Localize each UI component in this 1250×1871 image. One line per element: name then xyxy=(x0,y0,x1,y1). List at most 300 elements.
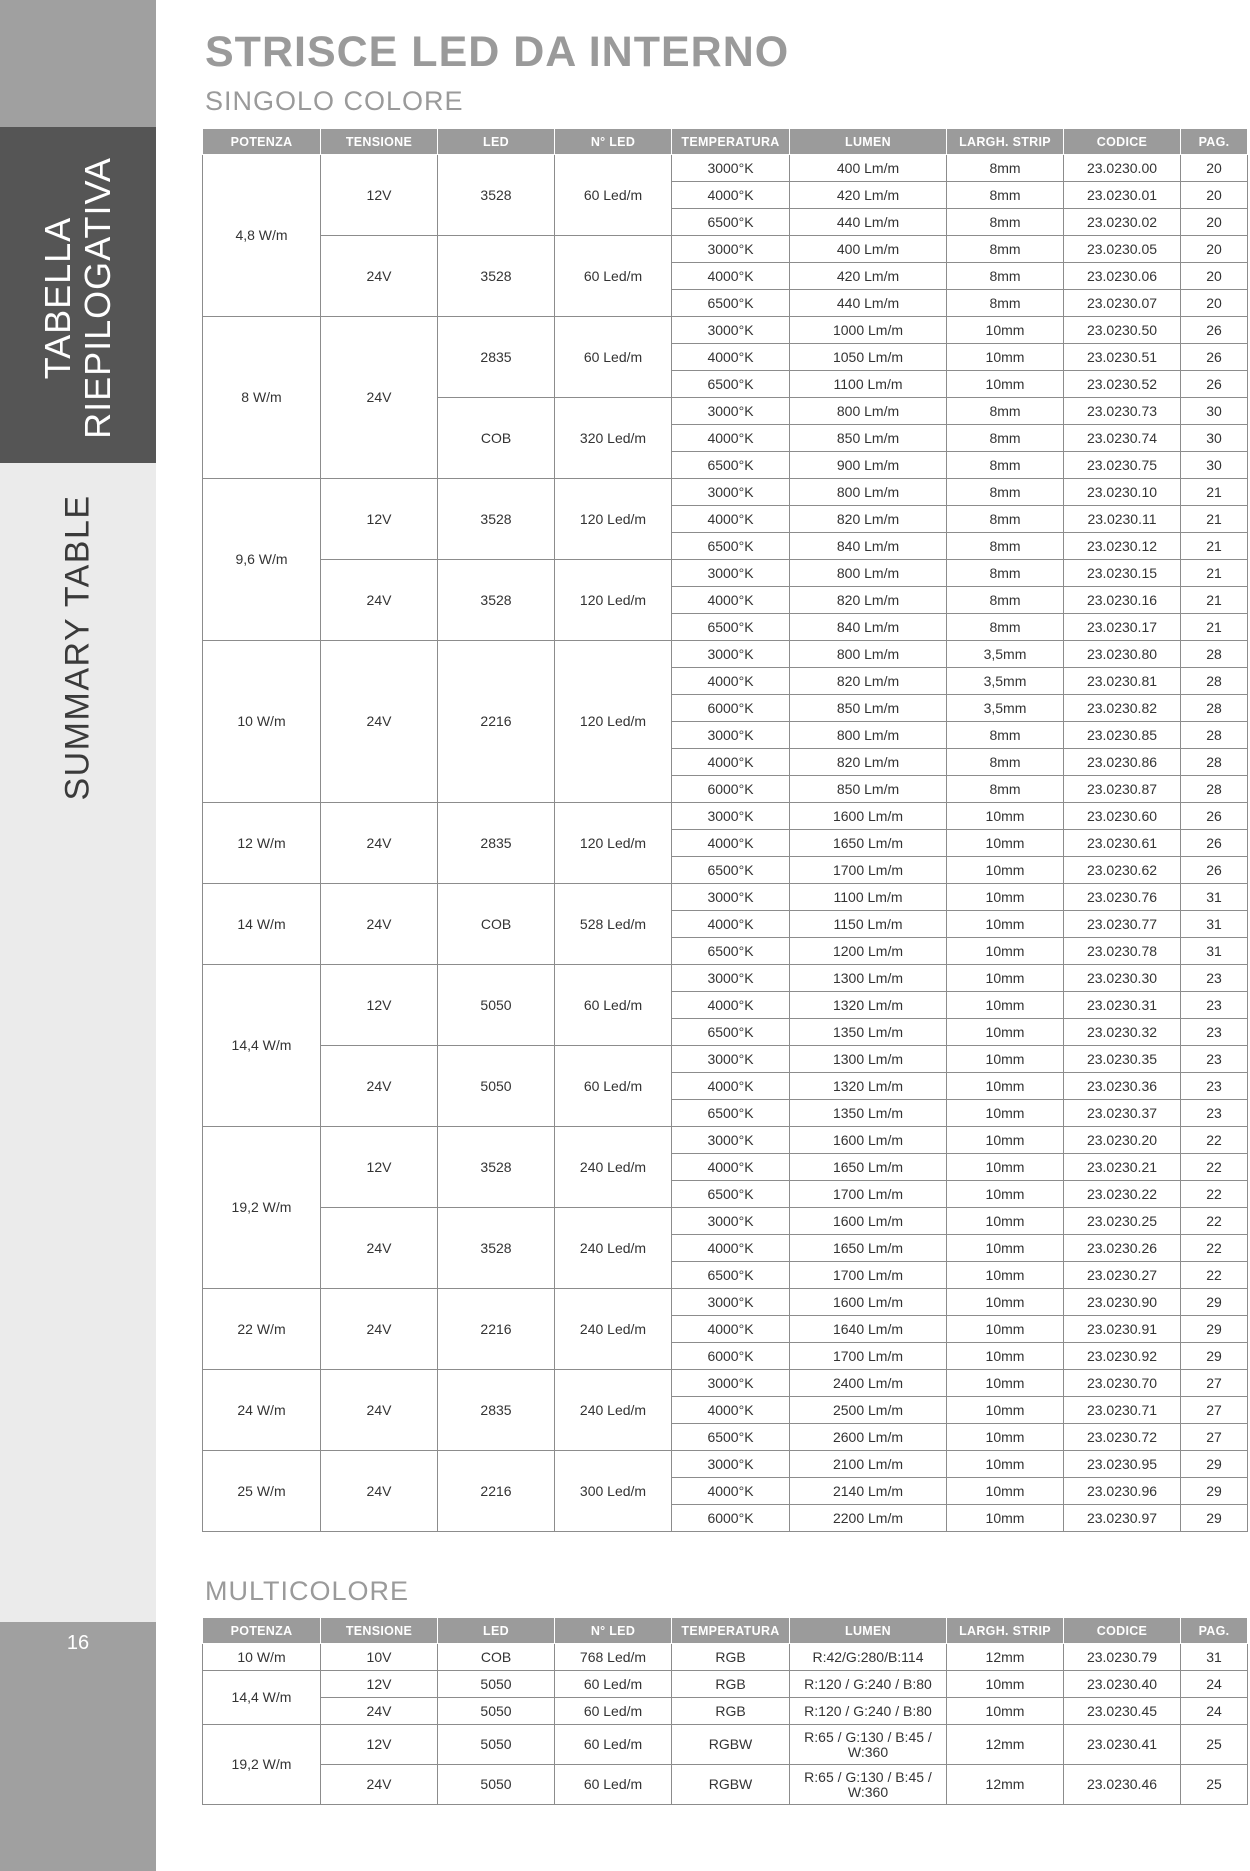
cell-lumen: 1000 Lm/m xyxy=(790,317,947,344)
cell-led-count: 60 Led/m xyxy=(555,1046,672,1127)
cell-temperature: 3000°K xyxy=(672,884,790,911)
cell-strip-width: 10mm xyxy=(947,1100,1064,1127)
cell-page: 31 xyxy=(1181,911,1248,938)
cell-voltage: 24V xyxy=(321,1289,438,1370)
cell-lumen: 1350 Lm/m xyxy=(790,1100,947,1127)
cell-code: 23.0230.52 xyxy=(1064,371,1181,398)
cell-temperature: 4000°K xyxy=(672,506,790,533)
cell-strip-width: 8mm xyxy=(947,290,1064,317)
table-row xyxy=(203,803,1248,830)
cell-led: 2835 xyxy=(438,803,555,884)
cell-strip-width: 10mm xyxy=(947,1181,1064,1208)
multicolor-table xyxy=(202,1617,1248,1805)
cell-temperature: RGB xyxy=(672,1644,790,1671)
cell-page: 20 xyxy=(1181,155,1248,182)
cell-strip-width: 10mm xyxy=(947,1046,1064,1073)
cell-page: 30 xyxy=(1181,425,1248,452)
cell-code: 23.0230.87 xyxy=(1064,776,1181,803)
cell-led-count: 60 Led/m xyxy=(555,236,672,317)
cell-strip-width: 10mm xyxy=(947,1424,1064,1451)
cell-strip-width: 10mm xyxy=(947,1154,1064,1181)
cell-temperature: 3000°K xyxy=(672,1289,790,1316)
cell-code: 23.0230.31 xyxy=(1064,992,1181,1019)
cell-strip-width: 8mm xyxy=(947,479,1064,506)
cell-voltage: 10V xyxy=(321,1644,438,1671)
cell-page: 25 xyxy=(1181,1765,1248,1805)
cell-page: 26 xyxy=(1181,857,1248,884)
cell-lumen: 400 Lm/m xyxy=(790,236,947,263)
cell-lumen: 1600 Lm/m xyxy=(790,1208,947,1235)
cell-voltage: 12V xyxy=(321,965,438,1046)
single-color-table xyxy=(202,128,1248,1532)
cell-lumen: 1050 Lm/m xyxy=(790,344,947,371)
cell-strip-width: 8mm xyxy=(947,452,1064,479)
cell-voltage: 12V xyxy=(321,155,438,236)
sidebar-top-block xyxy=(0,0,156,127)
cell-code: 23.0230.85 xyxy=(1064,722,1181,749)
cell-strip-width: 8mm xyxy=(947,182,1064,209)
cell-strip-width: 10mm xyxy=(947,1289,1064,1316)
cell-lumen: 440 Lm/m xyxy=(790,290,947,317)
cell-page: 23 xyxy=(1181,1073,1248,1100)
cell-led: 5050 xyxy=(438,1698,555,1725)
cell-lumen: 1350 Lm/m xyxy=(790,1019,947,1046)
cell-temperature: 3000°K xyxy=(672,317,790,344)
cell-power: 10 W/m xyxy=(203,641,321,803)
cell-page: 31 xyxy=(1181,1644,1248,1671)
table-header-row xyxy=(203,129,1248,155)
cell-lumen: 800 Lm/m xyxy=(790,560,947,587)
sidebar-label-italian: TABELLA RIEPILOGATIVA xyxy=(37,157,118,439)
cell-strip-width: 3,5mm xyxy=(947,668,1064,695)
cell-lumen: 1320 Lm/m xyxy=(790,992,947,1019)
cell-temperature: 3000°K xyxy=(672,1208,790,1235)
cell-code: 23.0230.61 xyxy=(1064,830,1181,857)
cell-led-count: 120 Led/m xyxy=(555,479,672,560)
cell-page: 28 xyxy=(1181,776,1248,803)
cell-page: 21 xyxy=(1181,506,1248,533)
cell-lumen: 850 Lm/m xyxy=(790,776,947,803)
cell-led: 3528 xyxy=(438,1208,555,1289)
cell-lumen: 2200 Lm/m xyxy=(790,1505,947,1532)
cell-power: 9,6 W/m xyxy=(203,479,321,641)
cell-page: 21 xyxy=(1181,479,1248,506)
cell-page: 20 xyxy=(1181,263,1248,290)
cell-strip-width: 8mm xyxy=(947,506,1064,533)
cell-strip-width: 8mm xyxy=(947,155,1064,182)
cell-temperature: 6500°K xyxy=(672,533,790,560)
cell-temperature: 3000°K xyxy=(672,398,790,425)
cell-page: 26 xyxy=(1181,830,1248,857)
cell-strip-width: 10mm xyxy=(947,1451,1064,1478)
cell-voltage: 12V xyxy=(321,1725,438,1765)
cell-page: 31 xyxy=(1181,884,1248,911)
cell-lumen: 2100 Lm/m xyxy=(790,1451,947,1478)
cell-strip-width: 8mm xyxy=(947,614,1064,641)
cell-strip-width: 10mm xyxy=(947,1019,1064,1046)
cell-strip-width: 10mm xyxy=(947,344,1064,371)
cell-strip-width: 10mm xyxy=(947,884,1064,911)
cell-temperature: 6000°K xyxy=(672,695,790,722)
cell-temperature: 4000°K xyxy=(672,344,790,371)
cell-temperature: 3000°K xyxy=(672,1127,790,1154)
cell-lumen: 1600 Lm/m xyxy=(790,1127,947,1154)
cell-temperature: 6500°K xyxy=(672,371,790,398)
cell-lumen: 820 Lm/m xyxy=(790,668,947,695)
cell-lumen: 420 Lm/m xyxy=(790,182,947,209)
cell-code: 23.0230.02 xyxy=(1064,209,1181,236)
cell-led-count: 768 Led/m xyxy=(555,1644,672,1671)
cell-temperature: 3000°K xyxy=(672,560,790,587)
cell-page: 22 xyxy=(1181,1154,1248,1181)
cell-temperature: 3000°K xyxy=(672,1046,790,1073)
cell-code: 23.0230.78 xyxy=(1064,938,1181,965)
cell-strip-width: 10mm xyxy=(947,1235,1064,1262)
cell-temperature: 6500°K xyxy=(672,1424,790,1451)
cell-lumen: 1600 Lm/m xyxy=(790,803,947,830)
cell-led-count: 60 Led/m xyxy=(555,1698,672,1725)
cell-code: 23.0230.80 xyxy=(1064,641,1181,668)
cell-temperature: 6500°K xyxy=(672,1181,790,1208)
cell-lumen: 850 Lm/m xyxy=(790,425,947,452)
cell-led: 5050 xyxy=(438,1671,555,1698)
cell-power: 25 W/m xyxy=(203,1451,321,1532)
cell-lumen: 1320 Lm/m xyxy=(790,1073,947,1100)
cell-temperature: 4000°K xyxy=(672,1316,790,1343)
section-title-single-color: SINGOLO COLORE xyxy=(205,86,464,116)
cell-temperature: 4000°K xyxy=(672,1235,790,1262)
cell-page: 28 xyxy=(1181,722,1248,749)
cell-temperature: 6500°K xyxy=(672,1100,790,1127)
cell-code: 23.0230.40 xyxy=(1064,1671,1181,1698)
cell-temperature: 3000°K xyxy=(672,1451,790,1478)
cell-strip-width: 10mm xyxy=(947,1370,1064,1397)
cell-lumen: 1150 Lm/m xyxy=(790,911,947,938)
cell-voltage: 24V xyxy=(321,1451,438,1532)
page-number: 16 xyxy=(66,1632,90,1654)
cell-page: 30 xyxy=(1181,398,1248,425)
cell-page: 29 xyxy=(1181,1343,1248,1370)
cell-code: 23.0230.17 xyxy=(1064,614,1181,641)
section-title-multicolor: MULTICOLORE xyxy=(205,1576,410,1606)
cell-temperature: 4000°K xyxy=(672,182,790,209)
cell-voltage: 24V xyxy=(321,1046,438,1127)
col-header-led-count: N° LED xyxy=(555,129,672,155)
cell-code: 23.0230.36 xyxy=(1064,1073,1181,1100)
table-row xyxy=(203,560,1248,587)
cell-code: 23.0230.96 xyxy=(1064,1478,1181,1505)
cell-temperature: 4000°K xyxy=(672,992,790,1019)
table-header-row xyxy=(203,1618,1248,1644)
cell-led: 5050 xyxy=(438,1046,555,1127)
cell-temperature: 3000°K xyxy=(672,155,790,182)
cell-lumen: R:120 / G:240 / B:80 xyxy=(790,1698,947,1725)
cell-lumen: 800 Lm/m xyxy=(790,479,947,506)
cell-led-count: 240 Led/m xyxy=(555,1370,672,1451)
cell-power: 4,8 W/m xyxy=(203,155,321,317)
cell-led-count: 240 Led/m xyxy=(555,1208,672,1289)
cell-lumen: 1650 Lm/m xyxy=(790,1235,947,1262)
cell-lumen: 1100 Lm/m xyxy=(790,884,947,911)
cell-code: 23.0230.45 xyxy=(1064,1698,1181,1725)
cell-led: 3528 xyxy=(438,479,555,560)
sidebar-bottom-block xyxy=(0,1622,156,1871)
cell-code: 23.0230.62 xyxy=(1064,857,1181,884)
cell-strip-width: 10mm xyxy=(947,857,1064,884)
cell-code: 23.0230.77 xyxy=(1064,911,1181,938)
cell-led: COB xyxy=(438,1644,555,1671)
cell-page: 21 xyxy=(1181,614,1248,641)
cell-led: 3528 xyxy=(438,155,555,236)
cell-temperature: 4000°K xyxy=(672,587,790,614)
cell-page: 24 xyxy=(1181,1698,1248,1725)
cell-page: 29 xyxy=(1181,1478,1248,1505)
cell-code: 23.0230.22 xyxy=(1064,1181,1181,1208)
cell-strip-width: 8mm xyxy=(947,263,1064,290)
cell-temperature: 4000°K xyxy=(672,1478,790,1505)
cell-page: 20 xyxy=(1181,182,1248,209)
table-row xyxy=(203,965,1248,992)
cell-code: 23.0230.82 xyxy=(1064,695,1181,722)
cell-lumen: 800 Lm/m xyxy=(790,641,947,668)
table-row xyxy=(203,1765,1248,1805)
cell-voltage: 24V xyxy=(321,1208,438,1289)
cell-temperature: 3000°K xyxy=(672,803,790,830)
cell-code: 23.0230.16 xyxy=(1064,587,1181,614)
cell-code: 23.0230.92 xyxy=(1064,1343,1181,1370)
cell-led-count: 60 Led/m xyxy=(555,155,672,236)
cell-code: 23.0230.20 xyxy=(1064,1127,1181,1154)
cell-voltage: 12V xyxy=(321,1671,438,1698)
cell-page: 21 xyxy=(1181,560,1248,587)
cell-lumen: 1650 Lm/m xyxy=(790,830,947,857)
cell-page: 21 xyxy=(1181,587,1248,614)
cell-led-count: 60 Led/m xyxy=(555,1671,672,1698)
cell-led: 3528 xyxy=(438,560,555,641)
cell-code: 23.0230.21 xyxy=(1064,1154,1181,1181)
cell-strip-width: 10mm xyxy=(947,992,1064,1019)
cell-code: 23.0230.27 xyxy=(1064,1262,1181,1289)
cell-code: 23.0230.75 xyxy=(1064,452,1181,479)
cell-power: 24 W/m xyxy=(203,1370,321,1451)
cell-code: 23.0230.26 xyxy=(1064,1235,1181,1262)
table-row xyxy=(203,236,1248,263)
cell-code: 23.0230.32 xyxy=(1064,1019,1181,1046)
cell-lumen: 400 Lm/m xyxy=(790,155,947,182)
cell-page: 28 xyxy=(1181,749,1248,776)
cell-strip-width: 8mm xyxy=(947,533,1064,560)
cell-led-count: 320 Led/m xyxy=(555,398,672,479)
cell-temperature: 4000°K xyxy=(672,425,790,452)
cell-led-count: 528 Led/m xyxy=(555,884,672,965)
cell-code: 23.0230.90 xyxy=(1064,1289,1181,1316)
cell-power: 14 W/m xyxy=(203,884,321,965)
cell-temperature: 6500°K xyxy=(672,452,790,479)
cell-page: 29 xyxy=(1181,1316,1248,1343)
cell-page: 23 xyxy=(1181,1100,1248,1127)
cell-lumen: R:42/G:280/B:114 xyxy=(790,1644,947,1671)
cell-voltage: 24V xyxy=(321,803,438,884)
cell-temperature: RGB xyxy=(672,1698,790,1725)
cell-led: 3528 xyxy=(438,1127,555,1208)
table-row xyxy=(203,1370,1248,1397)
cell-lumen: 420 Lm/m xyxy=(790,263,947,290)
cell-page: 22 xyxy=(1181,1235,1248,1262)
col-header-lumen: LUMEN xyxy=(790,1618,947,1644)
table-row xyxy=(203,317,1248,344)
cell-page: 23 xyxy=(1181,965,1248,992)
col-header-code: CODICE xyxy=(1064,129,1181,155)
cell-led: 5050 xyxy=(438,1725,555,1765)
table-row xyxy=(203,1725,1248,1765)
cell-temperature: 4000°K xyxy=(672,830,790,857)
cell-temperature: 6500°K xyxy=(672,614,790,641)
table-row xyxy=(203,884,1248,911)
cell-lumen: 840 Lm/m xyxy=(790,533,947,560)
cell-page: 29 xyxy=(1181,1289,1248,1316)
cell-strip-width: 10mm xyxy=(947,1316,1064,1343)
cell-temperature: 6500°K xyxy=(672,1019,790,1046)
cell-temperature: 6500°K xyxy=(672,857,790,884)
cell-strip-width: 10mm xyxy=(947,1208,1064,1235)
cell-voltage: 24V xyxy=(321,560,438,641)
cell-strip-width: 10mm xyxy=(947,1671,1064,1698)
col-header-temperature: TEMPERATURA xyxy=(672,129,790,155)
cell-power: 12 W/m xyxy=(203,803,321,884)
cell-code: 23.0230.41 xyxy=(1064,1725,1181,1765)
cell-page: 21 xyxy=(1181,533,1248,560)
cell-strip-width: 12mm xyxy=(947,1644,1064,1671)
cell-led-count: 120 Led/m xyxy=(555,560,672,641)
page-title: STRISCE LED DA INTERNO xyxy=(205,28,790,76)
table-row xyxy=(203,1671,1248,1698)
cell-led-count: 60 Led/m xyxy=(555,317,672,398)
cell-page: 22 xyxy=(1181,1208,1248,1235)
cell-page: 22 xyxy=(1181,1262,1248,1289)
cell-strip-width: 8mm xyxy=(947,398,1064,425)
cell-led: COB xyxy=(438,884,555,965)
cell-strip-width: 10mm xyxy=(947,1343,1064,1370)
cell-voltage: 24V xyxy=(321,236,438,317)
cell-strip-width: 10mm xyxy=(947,1505,1064,1532)
cell-code: 23.0230.70 xyxy=(1064,1370,1181,1397)
cell-led: 2216 xyxy=(438,641,555,803)
cell-code: 23.0230.71 xyxy=(1064,1397,1181,1424)
cell-page: 24 xyxy=(1181,1671,1248,1698)
table-row xyxy=(203,1698,1248,1725)
cell-temperature: 4000°K xyxy=(672,749,790,776)
cell-lumen: 1100 Lm/m xyxy=(790,371,947,398)
cell-strip-width: 10mm xyxy=(947,1698,1064,1725)
table-row xyxy=(203,479,1248,506)
cell-strip-width: 3,5mm xyxy=(947,695,1064,722)
cell-page: 28 xyxy=(1181,695,1248,722)
cell-code: 23.0230.12 xyxy=(1064,533,1181,560)
cell-temperature: 6000°K xyxy=(672,776,790,803)
cell-code: 23.0230.79 xyxy=(1064,1644,1181,1671)
col-header-power: POTENZA xyxy=(203,129,321,155)
col-header-strip-width: LARGH. STRIP xyxy=(947,129,1064,155)
cell-page: 22 xyxy=(1181,1181,1248,1208)
cell-page: 27 xyxy=(1181,1370,1248,1397)
cell-strip-width: 10mm xyxy=(947,1262,1064,1289)
cell-code: 23.0230.74 xyxy=(1064,425,1181,452)
cell-code: 23.0230.46 xyxy=(1064,1765,1181,1805)
cell-voltage: 24V xyxy=(321,884,438,965)
cell-power: 19,2 W/m xyxy=(203,1127,321,1289)
cell-lumen: 900 Lm/m xyxy=(790,452,947,479)
cell-temperature: 6500°K xyxy=(672,938,790,965)
table-row xyxy=(203,1289,1248,1316)
cell-strip-width: 8mm xyxy=(947,236,1064,263)
cell-lumen: 1300 Lm/m xyxy=(790,965,947,992)
cell-power: 19,2 W/m xyxy=(203,1725,321,1805)
cell-lumen: 2400 Lm/m xyxy=(790,1370,947,1397)
cell-strip-width: 10mm xyxy=(947,317,1064,344)
cell-power: 14,4 W/m xyxy=(203,1671,321,1725)
cell-temperature: 6500°K xyxy=(672,209,790,236)
cell-page: 27 xyxy=(1181,1397,1248,1424)
table-row xyxy=(203,1046,1248,1073)
cell-code: 23.0230.50 xyxy=(1064,317,1181,344)
cell-code: 23.0230.37 xyxy=(1064,1100,1181,1127)
cell-lumen: 850 Lm/m xyxy=(790,695,947,722)
cell-strip-width: 10mm xyxy=(947,803,1064,830)
cell-led: 5050 xyxy=(438,965,555,1046)
col-header-page: PAG. xyxy=(1181,1618,1248,1644)
cell-led-count: 120 Led/m xyxy=(555,641,672,803)
cell-strip-width: 10mm xyxy=(947,1073,1064,1100)
cell-page: 29 xyxy=(1181,1451,1248,1478)
cell-code: 23.0230.97 xyxy=(1064,1505,1181,1532)
cell-led: 5050 xyxy=(438,1765,555,1805)
cell-temperature: 3000°K xyxy=(672,722,790,749)
table-row xyxy=(203,1127,1248,1154)
cell-page: 28 xyxy=(1181,641,1248,668)
cell-temperature: 3000°K xyxy=(672,1370,790,1397)
cell-page: 31 xyxy=(1181,938,1248,965)
cell-page: 20 xyxy=(1181,290,1248,317)
cell-strip-width: 10mm xyxy=(947,965,1064,992)
cell-page: 23 xyxy=(1181,1046,1248,1073)
cell-code: 23.0230.06 xyxy=(1064,263,1181,290)
cell-strip-width: 8mm xyxy=(947,209,1064,236)
cell-temperature: RGBW xyxy=(672,1725,790,1765)
col-header-temperature: TEMPERATURA xyxy=(672,1618,790,1644)
cell-led: 2835 xyxy=(438,317,555,398)
cell-code: 23.0230.73 xyxy=(1064,398,1181,425)
cell-temperature: 6000°K xyxy=(672,1505,790,1532)
cell-page: 26 xyxy=(1181,344,1248,371)
cell-lumen: 1200 Lm/m xyxy=(790,938,947,965)
cell-lumen: R:65 / G:130 / B:45 / W:360 xyxy=(790,1725,947,1765)
cell-code: 23.0230.81 xyxy=(1064,668,1181,695)
cell-led: COB xyxy=(438,398,555,479)
cell-page: 20 xyxy=(1181,236,1248,263)
cell-voltage: 24V xyxy=(321,1370,438,1451)
cell-led: 3528 xyxy=(438,236,555,317)
cell-temperature: 6500°K xyxy=(672,290,790,317)
cell-code: 23.0230.60 xyxy=(1064,803,1181,830)
cell-strip-width: 10mm xyxy=(947,1397,1064,1424)
cell-strip-width: 8mm xyxy=(947,560,1064,587)
cell-lumen: 2500 Lm/m xyxy=(790,1397,947,1424)
cell-page: 23 xyxy=(1181,992,1248,1019)
cell-lumen: R:120 / G:240 / B:80 xyxy=(790,1671,947,1698)
cell-page: 26 xyxy=(1181,371,1248,398)
cell-lumen: 1700 Lm/m xyxy=(790,857,947,884)
cell-led-count: 60 Led/m xyxy=(555,965,672,1046)
